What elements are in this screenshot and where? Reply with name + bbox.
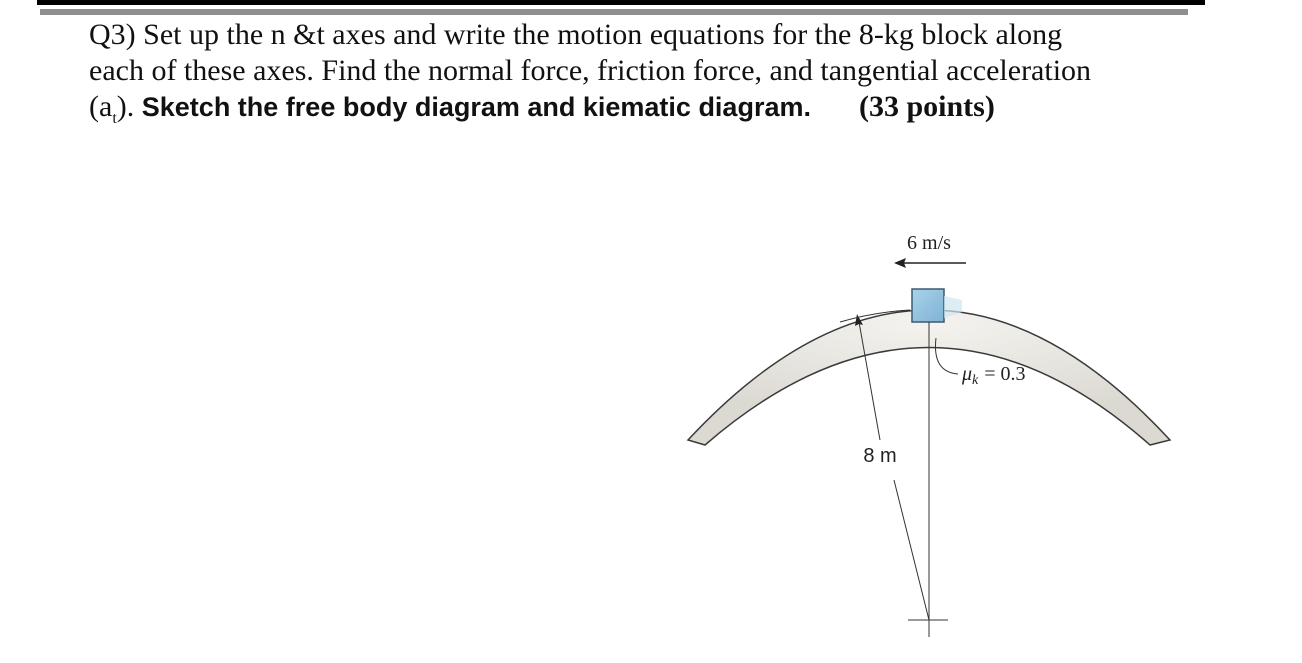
speed-label: 6 m/s (907, 232, 951, 254)
block (912, 289, 944, 322)
at-subscript: t (112, 110, 117, 127)
mu-symbol: μ (962, 363, 973, 385)
question-line-2: each of these axes. Find the normal force, friction force, and tangential acceleration (89, 54, 1092, 87)
question-line-1: Q3) Set up the n &t axes and write the motion equations for the 8-kg block along (89, 18, 1063, 51)
mu-value: = 0.3 (984, 363, 1026, 385)
at-open: (a (89, 90, 113, 123)
points-label: (33 points) (858, 90, 995, 123)
at-close: ). (116, 90, 135, 123)
instruction-text: Sketch the free body diagram and kiematic diagram. (141, 92, 811, 122)
mu-subscript: k (972, 373, 979, 388)
radius-line-lower (894, 480, 929, 620)
radius-label: 8 m (863, 445, 897, 467)
mu-label (961, 363, 1026, 388)
